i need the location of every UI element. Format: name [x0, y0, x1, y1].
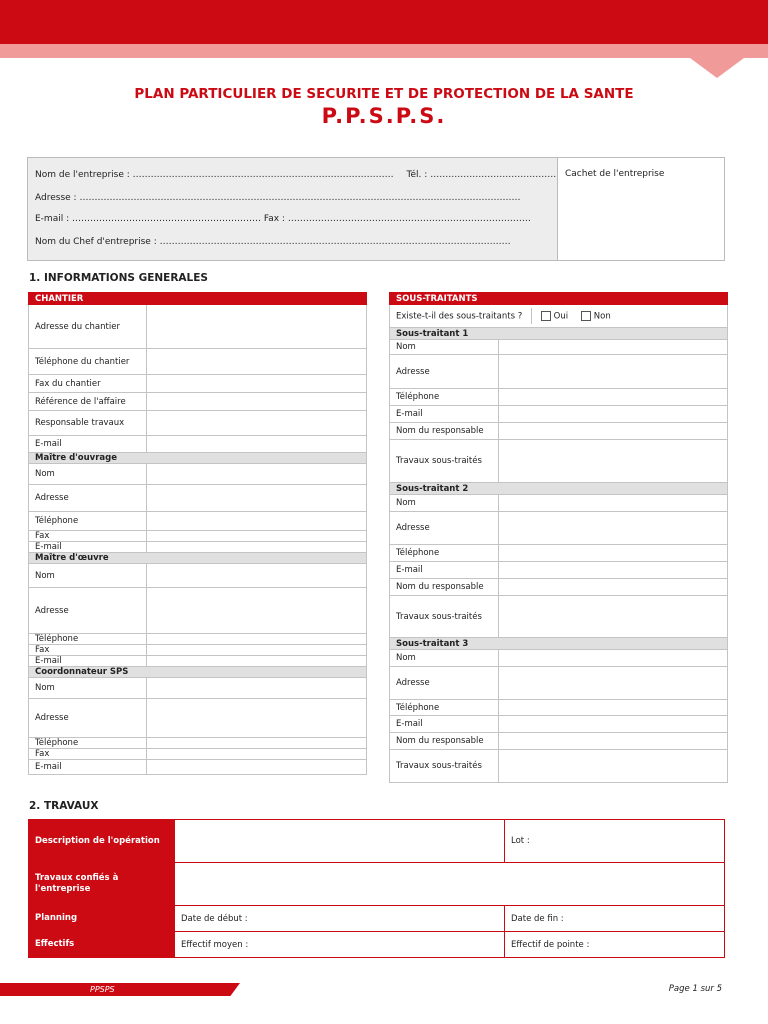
field-input[interactable]: [499, 596, 728, 638]
field-label: Nom du responsable: [390, 423, 499, 440]
table-row: [29, 588, 367, 634]
field-input[interactable]: [147, 738, 367, 749]
table-row: [390, 340, 728, 355]
field-input[interactable]: [147, 485, 367, 512]
field-input[interactable]: [499, 440, 728, 483]
field-label: Travaux sous-traités: [390, 596, 499, 638]
field-input[interactable]: [147, 393, 367, 411]
field-label: Fax: [29, 645, 147, 656]
field-label: Responsable travaux: [29, 411, 147, 436]
field-input[interactable]: [147, 699, 367, 738]
field-input[interactable]: [499, 355, 728, 389]
field-label: Adresse: [390, 355, 499, 389]
date-fin-field[interactable]: [505, 906, 725, 932]
field-label: Adresse: [29, 588, 147, 634]
field-input[interactable]: [499, 423, 728, 440]
table-row: [390, 750, 728, 783]
effectifs-label: Effectifs: [29, 932, 175, 958]
table-row: [29, 863, 725, 906]
lot-field[interactable]: [505, 820, 725, 863]
field-input[interactable]: [147, 531, 367, 542]
field-label: Adresse: [390, 512, 499, 545]
travaux-confies-label: Travaux confiés à l'entreprise: [29, 863, 175, 906]
field-input[interactable]: [499, 389, 728, 406]
table-row: [390, 305, 728, 328]
oui-checkbox[interactable]: [541, 311, 551, 321]
travaux-table: [28, 819, 725, 958]
table-row: [390, 512, 728, 545]
non-checkbox[interactable]: [581, 311, 591, 321]
table-row: [29, 656, 367, 667]
field-input[interactable]: [499, 650, 728, 667]
table-row: [390, 440, 728, 483]
top-banner: [0, 0, 768, 44]
company-name-dots: ……………………………………………………………………………: [132, 170, 394, 180]
lot-label: Lot :: [511, 836, 530, 846]
field-label: Nom du responsable: [390, 733, 499, 750]
table-row: [29, 645, 367, 656]
chief-label: Nom du Chef d'entreprise :: [35, 237, 157, 247]
field-label: Nom: [390, 340, 499, 355]
field-input[interactable]: [499, 406, 728, 423]
table-row: [390, 733, 728, 750]
company-stamp-label: Cachet de l'entreprise: [565, 169, 665, 179]
description-label: Description de l'opération: [29, 820, 175, 863]
company-name-label: Nom de l'entreprise :: [35, 170, 130, 180]
field-label: Fax: [29, 749, 147, 760]
field-input[interactable]: [499, 700, 728, 716]
field-input[interactable]: [499, 562, 728, 579]
maitre-ouvrage-header: Maître d'ouvrage: [29, 453, 367, 464]
coordonnateur-sps-header: Coordonnateur SPS: [29, 667, 367, 678]
table-row: [390, 495, 728, 512]
table-row: [29, 564, 367, 588]
sous-traitant-3-header: Sous-traitant 3: [390, 638, 728, 650]
table-row: [29, 512, 367, 531]
field-input[interactable]: [147, 760, 367, 775]
description-input[interactable]: [175, 820, 505, 863]
header-triangle-decoration: [690, 58, 744, 78]
table-row: [29, 411, 367, 436]
address-dots: …………………………………………………………………………………………………………………………………: [79, 193, 521, 203]
company-name-line[interactable]: [35, 170, 556, 180]
tel-dots: ……………………………………: [430, 170, 557, 180]
field-input[interactable]: [499, 750, 728, 783]
company-info-box: [27, 157, 725, 261]
table-row: [29, 436, 367, 453]
table-row: [29, 906, 725, 932]
date-debut-label: Date de début :: [181, 913, 248, 924]
table-row: [29, 749, 367, 760]
field-input[interactable]: [147, 436, 367, 453]
field-input[interactable]: [147, 656, 367, 667]
field-input[interactable]: [147, 349, 367, 375]
effectif-moyen-field[interactable]: [175, 932, 505, 958]
chief-line[interactable]: [35, 237, 511, 247]
sous-traitants-question: Existe-t-il des sous-traitants ?: [396, 311, 523, 322]
field-label: Adresse: [390, 667, 499, 700]
sous-traitant-2-header: Sous-traitant 2: [390, 483, 728, 495]
field-label: Téléphone: [390, 545, 499, 562]
field-label: E-mail: [29, 542, 147, 553]
field-label: E-mail: [29, 656, 147, 667]
table-row: [390, 716, 728, 733]
field-label: Téléphone: [29, 512, 147, 531]
table-row: [29, 375, 367, 393]
field-label: Téléphone: [390, 389, 499, 406]
footer-band: [0, 983, 240, 996]
table-row: [29, 678, 367, 699]
table-row: [29, 760, 367, 775]
table-row: [29, 305, 367, 349]
chantier-header: CHANTIER: [29, 293, 367, 305]
table-row: [390, 562, 728, 579]
top-accent-band: [0, 44, 768, 58]
table-row: [390, 700, 728, 716]
field-input[interactable]: [499, 340, 728, 355]
field-label: E-mail: [390, 716, 499, 733]
table-row: [390, 667, 728, 700]
document-title: PLAN PARTICULIER DE SECURITE ET DE PROTECTION DE LA SANTE: [134, 86, 634, 102]
travaux-confies-input[interactable]: [175, 863, 725, 906]
field-label: Nom: [390, 650, 499, 667]
field-input[interactable]: [147, 564, 367, 588]
sous-traitants-header: SOUS-TRAITANTS: [390, 293, 728, 305]
field-input[interactable]: [147, 645, 367, 656]
field-label: Adresse: [29, 485, 147, 512]
effectif-pointe-label: Effectif de pointe :: [511, 939, 590, 950]
table-row: [390, 650, 728, 667]
table-row: [29, 699, 367, 738]
field-label: Nom: [390, 495, 499, 512]
sous-traitants-question-row: [390, 305, 728, 328]
sous-traitant-1-header: Sous-traitant 1: [390, 328, 728, 340]
field-input[interactable]: [147, 749, 367, 760]
table-row: [29, 349, 367, 375]
chantier-table: [28, 292, 367, 775]
company-info-fields: [28, 158, 558, 260]
address-line[interactable]: [35, 193, 520, 203]
field-input[interactable]: [147, 542, 367, 553]
field-label: Nom: [29, 678, 147, 699]
table-row: [29, 531, 367, 542]
field-input[interactable]: [147, 464, 367, 485]
field-label: Adresse du chantier: [29, 305, 147, 349]
document-acronym: P.P.S.P.S.: [321, 104, 447, 128]
field-label: Fax du chantier: [29, 375, 147, 393]
table-row: [390, 423, 728, 440]
table-row: [390, 545, 728, 562]
planning-label: Planning: [29, 906, 175, 932]
field-input[interactable]: [499, 733, 728, 750]
table-row: [390, 596, 728, 638]
field-input[interactable]: [147, 512, 367, 531]
field-label: Téléphone: [29, 634, 147, 645]
divider: [531, 308, 532, 324]
field-label: Fax: [29, 531, 147, 542]
table-row: [29, 542, 367, 553]
table-row: [390, 406, 728, 423]
table-row: [29, 485, 367, 512]
email-label: E-mail :: [35, 214, 70, 224]
field-label: Nom du responsable: [390, 579, 499, 596]
field-label: E-mail: [390, 562, 499, 579]
table-row: [29, 464, 367, 485]
table-row: [29, 738, 367, 749]
oui-label: Oui: [553, 311, 569, 322]
field-label: Téléphone: [390, 700, 499, 716]
field-label: E-mail: [29, 760, 147, 775]
tel-label: Tél. :: [406, 170, 428, 180]
field-label: Adresse: [29, 699, 147, 738]
email-fax-line[interactable]: [35, 214, 531, 224]
section-travaux-title: 2. TRAVAUX: [29, 800, 99, 812]
table-row: [29, 820, 725, 863]
field-label: Téléphone: [29, 738, 147, 749]
field-label: Travaux sous-traités: [390, 440, 499, 483]
address-label: Adresse :: [35, 193, 77, 203]
field-input[interactable]: [499, 512, 728, 545]
field-input[interactable]: [147, 305, 367, 349]
field-label: Téléphone du chantier: [29, 349, 147, 375]
table-row: [390, 355, 728, 389]
footer-doc-name: PPSPS: [90, 985, 115, 994]
field-input[interactable]: [147, 588, 367, 634]
fax-label: Fax :: [263, 214, 285, 224]
page-number: Page 1 sur 5: [668, 984, 722, 994]
field-input[interactable]: [499, 667, 728, 700]
fax-dots: ………………………………………………………………………: [287, 214, 531, 224]
field-input[interactable]: [147, 634, 367, 645]
date-debut-field[interactable]: [175, 906, 505, 932]
table-row: [29, 393, 367, 411]
section-general-info-title: 1. INFORMATIONS GENERALES: [29, 272, 208, 284]
table-row: [390, 579, 728, 596]
field-label: Nom: [29, 464, 147, 485]
field-input[interactable]: [499, 716, 728, 733]
field-label: E-mail: [29, 436, 147, 453]
field-input[interactable]: [499, 545, 728, 562]
field-input[interactable]: [147, 411, 367, 436]
date-fin-label: Date de fin :: [511, 913, 564, 924]
field-input[interactable]: [499, 495, 728, 512]
email-dots: ………………………………………………………: [72, 214, 261, 224]
field-label: Travaux sous-traités: [390, 750, 499, 783]
field-input[interactable]: [147, 375, 367, 393]
chief-dots: ………………………………………………………………………………………………………: [159, 237, 511, 247]
field-label: Nom: [29, 564, 147, 588]
sous-traitants-table: [389, 292, 728, 783]
effectif-pointe-field[interactable]: [505, 932, 725, 958]
field-input[interactable]: [499, 579, 728, 596]
field-input[interactable]: [147, 678, 367, 699]
non-label: Non: [593, 311, 611, 322]
table-row: [390, 389, 728, 406]
table-row: [29, 932, 725, 958]
field-label: E-mail: [390, 406, 499, 423]
maitre-oeuvre-header: Maître d'œuvre: [29, 553, 367, 564]
table-row: [29, 634, 367, 645]
effectif-moyen-label: Effectif moyen :: [181, 939, 249, 950]
field-label: Référence de l'affaire: [29, 393, 147, 411]
